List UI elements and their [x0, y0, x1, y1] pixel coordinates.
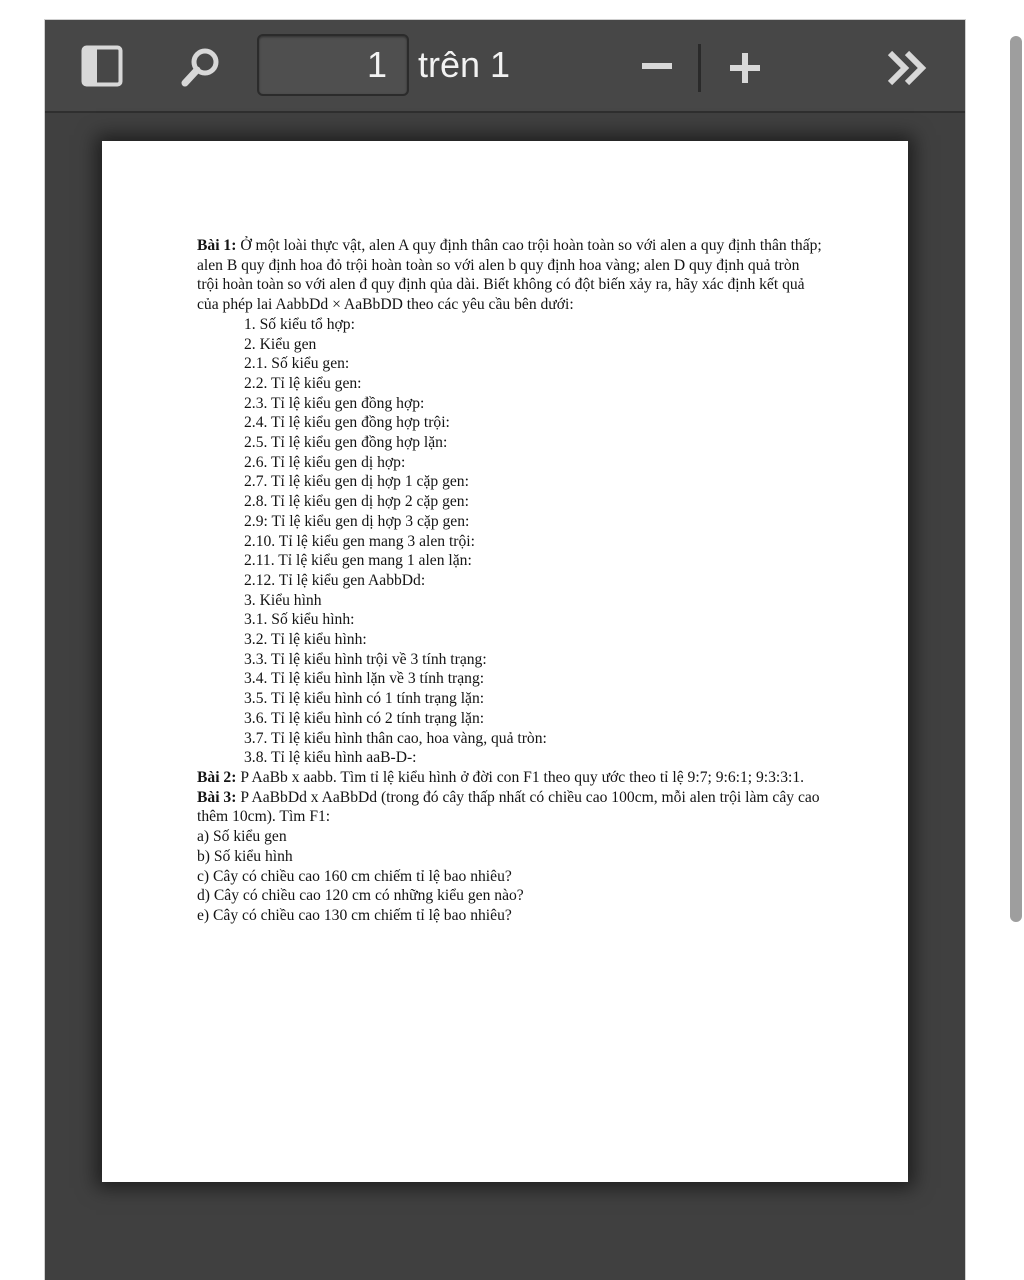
bai1-text: Ở một loài thực vật, alen A quy định thân cao trội hoàn toàn so với alen a quy định thân thấp; alen B quy định hoa đỏ trội hoàn toàn so với alen b quy định hoa vàng; alen D quy định quả tròn trội hoàn toàn so với alen đ quy định qủa dài. Biết không có đột biến xảy ra, hãy xác định kết quả của phép lai AabbDd × AaBbDD theo các yêu cầu bên dưới: — [197, 237, 822, 314]
list-item: 2.11. Tỉ lệ kiểu gen mang 1 alen lặn: — [244, 552, 472, 570]
search-icon[interactable] — [179, 45, 223, 89]
scrollbar-thumb[interactable] — [1010, 36, 1022, 922]
list-item: 3.3. Tỉ lệ kiểu hình trội về 3 tính trạng: — [244, 650, 487, 668]
list-item: 2.3. Tỉ lệ kiểu gen đồng hợp: — [244, 394, 425, 412]
viewer-toolbar — [45, 20, 965, 113]
list-item: 2.6. Tỉ lệ kiểu gen dị hợp: — [244, 453, 406, 471]
page-total-label: trên 1 — [418, 44, 511, 85]
list-item: b) Số kiểu hình — [197, 847, 293, 865]
list-item: a) Số kiểu gen — [197, 828, 287, 846]
list-item: 2.7. Tỉ lệ kiểu gen dị hợp 1 cặp gen: — [244, 473, 469, 491]
bai3-label: Bài 3: — [197, 788, 237, 806]
bai2-paragraph — [197, 768, 822, 788]
list-item: 3.6. Tỉ lệ kiểu hình có 2 tính trạng lặn: — [244, 709, 485, 727]
minus-icon[interactable] — [639, 48, 675, 84]
plus-icon[interactable] — [727, 50, 763, 86]
list-item: 2.5. Tỉ lệ kiểu gen đồng hợp lặn: — [244, 434, 448, 452]
bai1-paragraph — [197, 236, 822, 315]
list-item: 2.12. Tỉ lệ kiểu gen AabbDd: — [244, 571, 426, 589]
document-content — [197, 236, 822, 926]
scrollbar[interactable] — [1006, 30, 1024, 930]
list-item: 3.2. Tỉ lệ kiểu hình: — [244, 631, 367, 649]
bai2-text: P AaBb x aabb. Tìm tỉ lệ kiểu hình ở đời con F1 theo quy ước theo tỉ lệ 9:7; 9:6:1; 9:3:3:1. — [236, 768, 805, 786]
bai1-label: Bài 1: — [197, 237, 237, 254]
list-item: 3.1. Số kiểu hình: — [244, 611, 355, 629]
list-item: 2.10. Tỉ lệ kiểu gen mang 3 alen trội: — [244, 532, 475, 550]
bai3-paragraph — [197, 788, 822, 827]
zoom-separator — [698, 44, 701, 92]
bai2-label: Bài 2: — [197, 768, 237, 786]
list-item: 3.5. Tỉ lệ kiểu hình có 1 tính trạng lặn: — [244, 690, 485, 708]
list-item: e) Cây có chiều cao 130 cm chiếm tỉ lệ bao nhiêu? — [197, 906, 512, 924]
list-item: 3.7. Tỉ lệ kiểu hình thân cao, hoa vàng, quả tròn: — [244, 729, 547, 747]
double-chevron-right-icon[interactable] — [885, 48, 931, 88]
list-item: 2.8. Tỉ lệ kiểu gen dị hợp 2 cặp gen: — [244, 493, 469, 511]
list-item: 2. Kiểu gen — [244, 335, 317, 353]
list-item: 3. Kiểu hình — [244, 591, 322, 609]
list-item: c) Cây có chiều cao 160 cm chiếm tỉ lệ bao nhiêu? — [197, 867, 512, 885]
list-item: 3.8. Tỉ lệ kiểu hình aaB-D-: — [244, 749, 417, 767]
list-item: 2.4. Tỉ lệ kiểu gen đồng hợp trội: — [244, 414, 450, 432]
list-item: d) Cây có chiều cao 120 cm có những kiểu gen nào? — [197, 887, 524, 905]
list-item: 2.9: Tỉ lệ kiểu gen dị hợp 3 cặp gen: — [244, 512, 470, 530]
bai3-text: P AaBbDd x AaBbDd (trong đó cây thấp nhất có chiều cao 100cm, mỗi alen trội làm cây cao thêm 10cm). Tìm F1: — [197, 788, 820, 826]
list-item: 2.2. Tỉ lệ kiểu gen: — [244, 374, 362, 392]
document-page — [102, 141, 908, 1182]
pdf-viewer — [44, 19, 966, 1280]
list-item: 2.1. Số kiểu gen: — [244, 355, 350, 373]
sidebar-toggle-icon[interactable] — [81, 45, 123, 87]
page-number-input[interactable] — [257, 34, 409, 96]
list-item: 3.4. Tỉ lệ kiểu hình lặn về 3 tính trạng: — [244, 670, 485, 688]
list-item: 1. Số kiểu tổ hợp: — [244, 315, 355, 333]
